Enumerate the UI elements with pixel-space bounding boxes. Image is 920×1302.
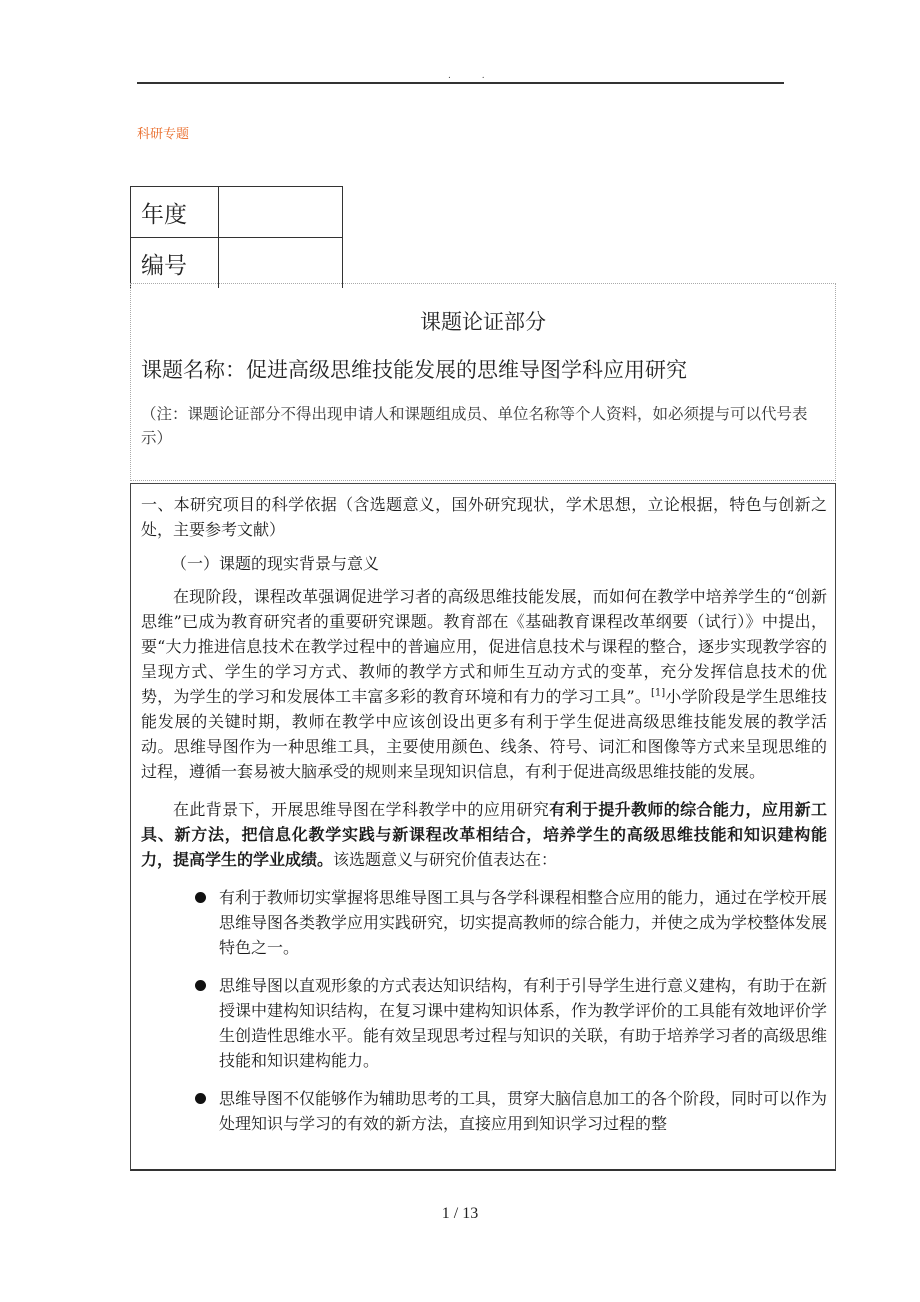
header-dots: . . <box>448 71 499 81</box>
page-number: 1 / 13 <box>441 1205 479 1222</box>
year-value <box>219 187 343 238</box>
year-label: 年度 <box>131 187 219 238</box>
meta-table <box>130 186 343 288</box>
research-basis-box <box>130 483 836 1171</box>
privacy-note: （注：课题论证部分不得出现申请人和课题组成员、单位名称等个人资料，如必须提与可以代号表示） <box>141 405 808 447</box>
list-item <box>141 885 827 960</box>
significance-list <box>141 885 827 1136</box>
meta-row-number <box>131 238 343 289</box>
paragraph-text: 在现阶段，课程改革强调促进学习者的高级思维技能发展，而如何在教学中培养学生的“创新思维”已成为教育研究者的重要研究课题。教育部在《基础教育课程改革纲要（试行）》中提出，要“大力推进信息技术在教学过程中的普遍应用，促进信息技术与课程的整合，逐步实现教学容的呈现方式、学生的学习方式、教师的教学方式和师生互动方式的变革，充分发挥信息技术的优势，为学生的学习和发展体工丰富多彩的教育环境和有力的学习工具”。 <box>141 587 827 706</box>
significance-paragraph <box>141 797 827 872</box>
bullet-icon <box>195 980 206 991</box>
category-label: 科研专题 <box>137 127 190 142</box>
paragraph-text: 在此背景下，开展思维导图在学科教学中的应用研究 <box>173 800 550 819</box>
bullet-icon <box>195 892 206 903</box>
section-header-box <box>130 283 836 481</box>
number-label: 编号 <box>131 238 219 289</box>
number-value <box>219 238 343 289</box>
bullet-icon <box>195 1093 206 1104</box>
list-item-text: 有利于教师切实掌握将思维导图工具与各学科课程相整合应用的能力，通过在学校开展思维导图各类教学应用实践研究，切实提高教师的综合能力，并使之成为学校整体发展特色之一。 <box>219 888 828 957</box>
reference-marker: [1] <box>651 687 666 699</box>
meta-row-year <box>131 187 343 238</box>
list-item-text: 思维导图以直观形象的方式表达知识结构，有利于引导学生进行意义建构，有助于在新授课中建构知识结构，在复习课中建构知识体系，作为教学评价的工具能有效地评价学生创造性思维水平。能有效呈现思考过程与知识的关联，有助于培养学习者的高级思维技能和知识建构能力。 <box>219 976 828 1070</box>
list-item-text: 思维导图不仅能够作为辅助思考的工具，贯穿大脑信息加工的各个阶段，同时可以作为处理知识与学习的有效的新方法，直接应用到知识学习过程的整 <box>219 1089 828 1133</box>
topic-name: 课题名称：促进高级思维技能发展的思维导图学科应用研究 <box>141 358 687 382</box>
list-item <box>141 973 827 1073</box>
header-rule <box>137 82 784 84</box>
paragraph-bold-text: 有利于提升教师的综合能力，应用新工具、新方法，把信息化教学实践与新课程改革相结合，培养学生的高级思维技能和知识建构能力，提高学生的学业成绩。 <box>141 800 827 869</box>
subheading-background: （一）课题的现实背景与意义 <box>171 554 380 573</box>
paragraph-text: 小学阶段是学生思维技能发展的关键时期，教师在教学中应该创设出更多有利于学生促进高级思维技能发展的教学活动。思维导图作为一种思维工具，主要使用颜色、线条、符号、词汇和图像等方式来呈现思维的过程，遵循一套易被大脑承受的规则来呈现知识信息，有利于促进高级思维技能的发展。 <box>141 687 827 781</box>
research-basis-intro: 一、本研究项目的科学依据（含选题意义，国外研究现状，学术思想，立论根据，特色与创新之处，主要参考文献） <box>141 495 827 539</box>
list-item <box>141 1086 827 1136</box>
section-title: 课题论证部分 <box>420 310 546 334</box>
paragraph-text: 该选题意义与研究价值表达在： <box>333 850 558 869</box>
background-paragraph <box>141 584 827 784</box>
